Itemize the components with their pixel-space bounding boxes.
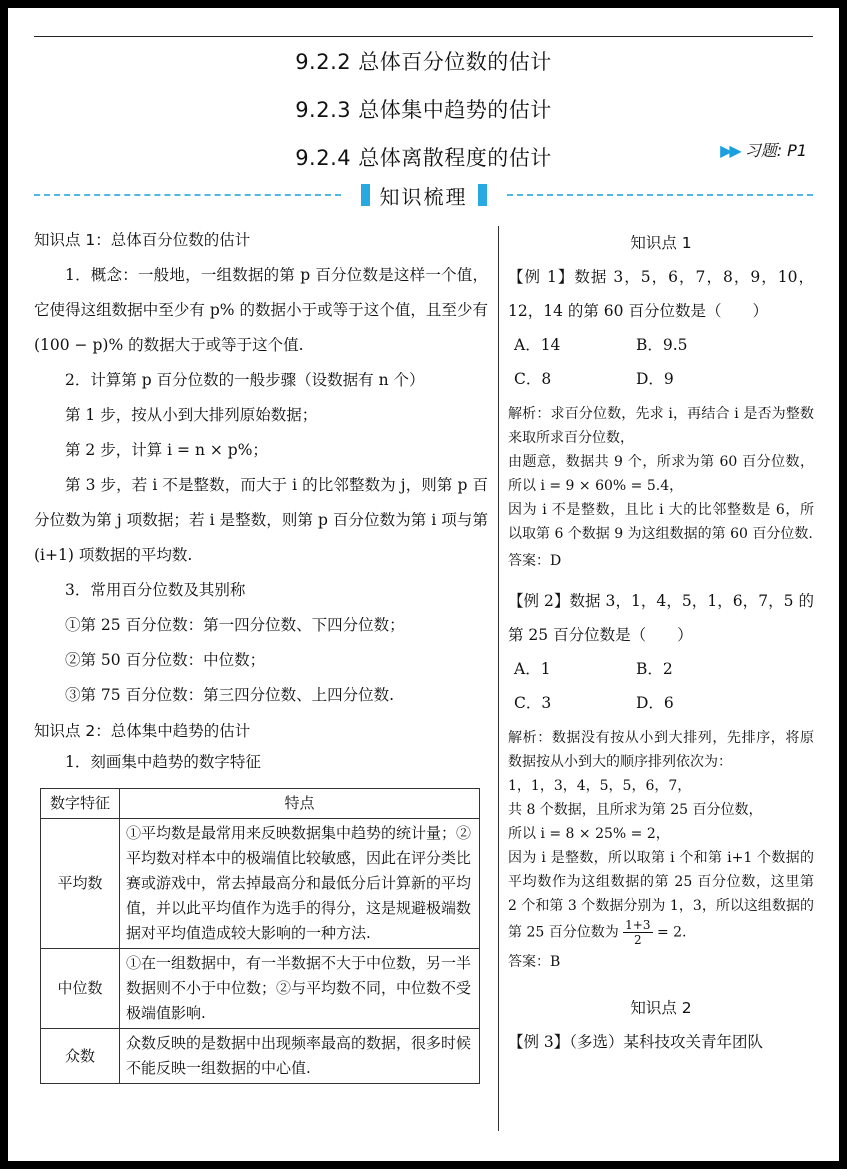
example-2-answer <box>508 947 814 977</box>
option-b: B．9.5 <box>636 336 688 354</box>
solution-text: 因为 i 是整数，所以取第 i 个和第 i+1 个数据的平均数作为这组数据的第 25 百分位数，这里第 2 个和第 3 个数据分别为 1，3，所以这组数据的第 25 百分位数为 <box>508 850 814 941</box>
title-9-2-4: 9.2.4 总体离散程度的估计 <box>295 146 552 170</box>
alias-3: ③第 75 百分位数：第三四分位数、上四分位数. <box>65 686 395 704</box>
dashed-rule-left <box>34 194 341 196</box>
row-name: 众数 <box>41 1029 120 1084</box>
option-d: D．6 <box>636 694 674 712</box>
example-2-solution-3: 共 8 个数据，且所求为第 25 百分位数， <box>508 802 763 818</box>
example-1-solution-1 <box>508 402 814 450</box>
exercise-link[interactable] <box>720 138 807 161</box>
fraction-numerator: 1+3 <box>625 918 651 932</box>
solution-text: 数据没有按从小到大排列，先排序，将原数据按从小到大的顺序排列依次为： <box>508 730 815 770</box>
example-1-solution-2: 由题意，数据共 9 个，所求为第 60 百分位数，所以 i = 9 × 60% = 5.4， <box>508 454 814 494</box>
option-b: B．2 <box>636 660 673 678</box>
document-page <box>8 8 839 1161</box>
section-header <box>34 180 813 210</box>
example-2-solution-2: 1，1，3，4，5，5，6，7， <box>508 778 692 794</box>
title-9-2-3: 9.2.3 总体集中趋势的估计 <box>295 98 552 122</box>
row-desc: 众数反映的是数据中出现频率最高的数据，很多时候不能反映一组数据的中心值. <box>120 1029 480 1084</box>
fraction-denominator: 2 <box>634 933 642 947</box>
option-a: A．14 <box>514 336 561 354</box>
alias-1: ①第 25 百分位数：第一四分位数、下四分位数； <box>65 616 405 634</box>
block-marker-icon <box>478 184 487 206</box>
section-title <box>341 181 507 210</box>
alias-heading: 3．常用百分位数及其别称 <box>65 581 246 599</box>
left-column <box>34 226 488 1084</box>
answer-label: 答案： <box>508 553 550 569</box>
answer-label: 答案： <box>508 954 550 970</box>
right-column <box>508 226 814 1059</box>
row-desc: ①平均数是最常用来反映数据集中趋势的统计量；②平均数对样本中的极端值比较敏感，因此在评分类比赛或游戏中，常去掉最高分和最低分后计算新的平均值，并以此平均值作为选手的得分，这是规避极端数据对平均值造成较大影响的一种方法. <box>120 819 480 949</box>
example-2-solution-1 <box>508 726 814 774</box>
row-desc: ①在一组数据中，有一半数据不大于中位数，另一半数据则不小于中位数；②与平均数不同，中位数不受极端值影响. <box>120 949 480 1029</box>
example-2-options-row-1 <box>508 652 814 686</box>
kp2-title: 知识点 2：总体集中趋势的估计 <box>34 722 251 740</box>
dashed-rule-right <box>507 194 814 196</box>
option-c: C．8 <box>514 370 552 388</box>
table-header-row <box>41 789 480 819</box>
example-1-solution-3: 因为 i 不是整数，且比 i 大的比邻整数是 6，所以取第 6 个数据 9 为这组数据的第 60 百分位数. <box>508 502 814 542</box>
right-kp1-heading: 知识点 1 <box>630 234 692 252</box>
kp1-title: 知识点 1：总体百分位数的估计 <box>34 231 251 249</box>
step-2: 第 2 步，计算 i = n × p%； <box>65 441 268 459</box>
alias-2: ②第 50 百分位数：中位数； <box>65 651 266 669</box>
option-c: C．3 <box>514 694 552 712</box>
table-row <box>41 949 480 1029</box>
solution-label: 解析： <box>508 406 551 422</box>
top-rule <box>34 36 813 37</box>
example-2-options-row-2 <box>508 686 814 720</box>
example-1-options-row-2 <box>508 362 814 396</box>
steps-heading: 2．计算第 p 百分位数的一般步骤（设数据有 n 个） <box>65 371 425 389</box>
step-1: 第 1 步，按从小到大排列原始数据； <box>65 406 318 424</box>
example-2-solution-4: 所以 i = 8 × 25% = 2， <box>508 826 670 842</box>
solution-text: 求百分位数，先求 i，再结合 i 是否为整数来取所求百分位数， <box>508 406 814 446</box>
example-3-question: 【例 3】（多选）某科技攻关青年团队 <box>508 1033 764 1051</box>
example-2-solution-5 <box>508 846 814 947</box>
table-header-traits: 特点 <box>120 789 480 819</box>
feature-table <box>40 788 480 1084</box>
row-name: 平均数 <box>41 819 120 949</box>
row-name: 中位数 <box>41 949 120 1029</box>
solution-end: = 2. <box>656 924 687 941</box>
step-3: 第 3 步，若 i 不是整数，而大于 i 的比邻整数为 j，则第 p 百分位数为第 j 项数据；若 i 是整数，则第 p 百分位数为第 i 项与第 (i+1) 项数据的平均数. <box>34 476 488 564</box>
example-1-question: 【例 1】数据 3，5，6，7，8，9，10，12，14 的第 60 百分位数是（ ） <box>508 268 814 320</box>
table-header-feature: 数字特征 <box>41 789 120 819</box>
double-arrow-icon: ▶▶ <box>720 141 739 160</box>
example-1-options-row-1 <box>508 328 814 362</box>
table-row <box>41 1029 480 1084</box>
example-2-question: 【例 2】数据 3，1，4，5，1，6，7，5 的第 25 百分位数是（ ） <box>508 592 814 644</box>
table-row <box>41 819 480 949</box>
title-9-2-2: 9.2.2 总体百分位数的估计 <box>295 50 552 74</box>
answer-value: B <box>550 954 561 970</box>
option-a: A．1 <box>514 660 551 678</box>
feature-heading: 1．刻画集中趋势的数字特征 <box>65 753 261 771</box>
exercise-link-label: 习题: P1 <box>744 141 807 160</box>
answer-value: D <box>550 553 562 569</box>
fraction <box>623 918 652 947</box>
section-title-text: 知识梳理 <box>379 184 468 209</box>
right-kp2-heading: 知识点 2 <box>630 999 692 1017</box>
column-divider <box>498 226 499 1131</box>
block-marker-icon <box>361 184 370 206</box>
option-d: D．9 <box>636 370 674 388</box>
example-1-answer <box>508 546 814 576</box>
solution-label: 解析： <box>508 730 552 746</box>
concept-paragraph: 1．概念：一般地，一组数据的第 p 百分位数是这样一个值，它使得这组数据中至少有 p% 的数据小于或等于这个值，且至少有 (100 − p)% 的数据大于或等于这个值. <box>34 266 488 354</box>
